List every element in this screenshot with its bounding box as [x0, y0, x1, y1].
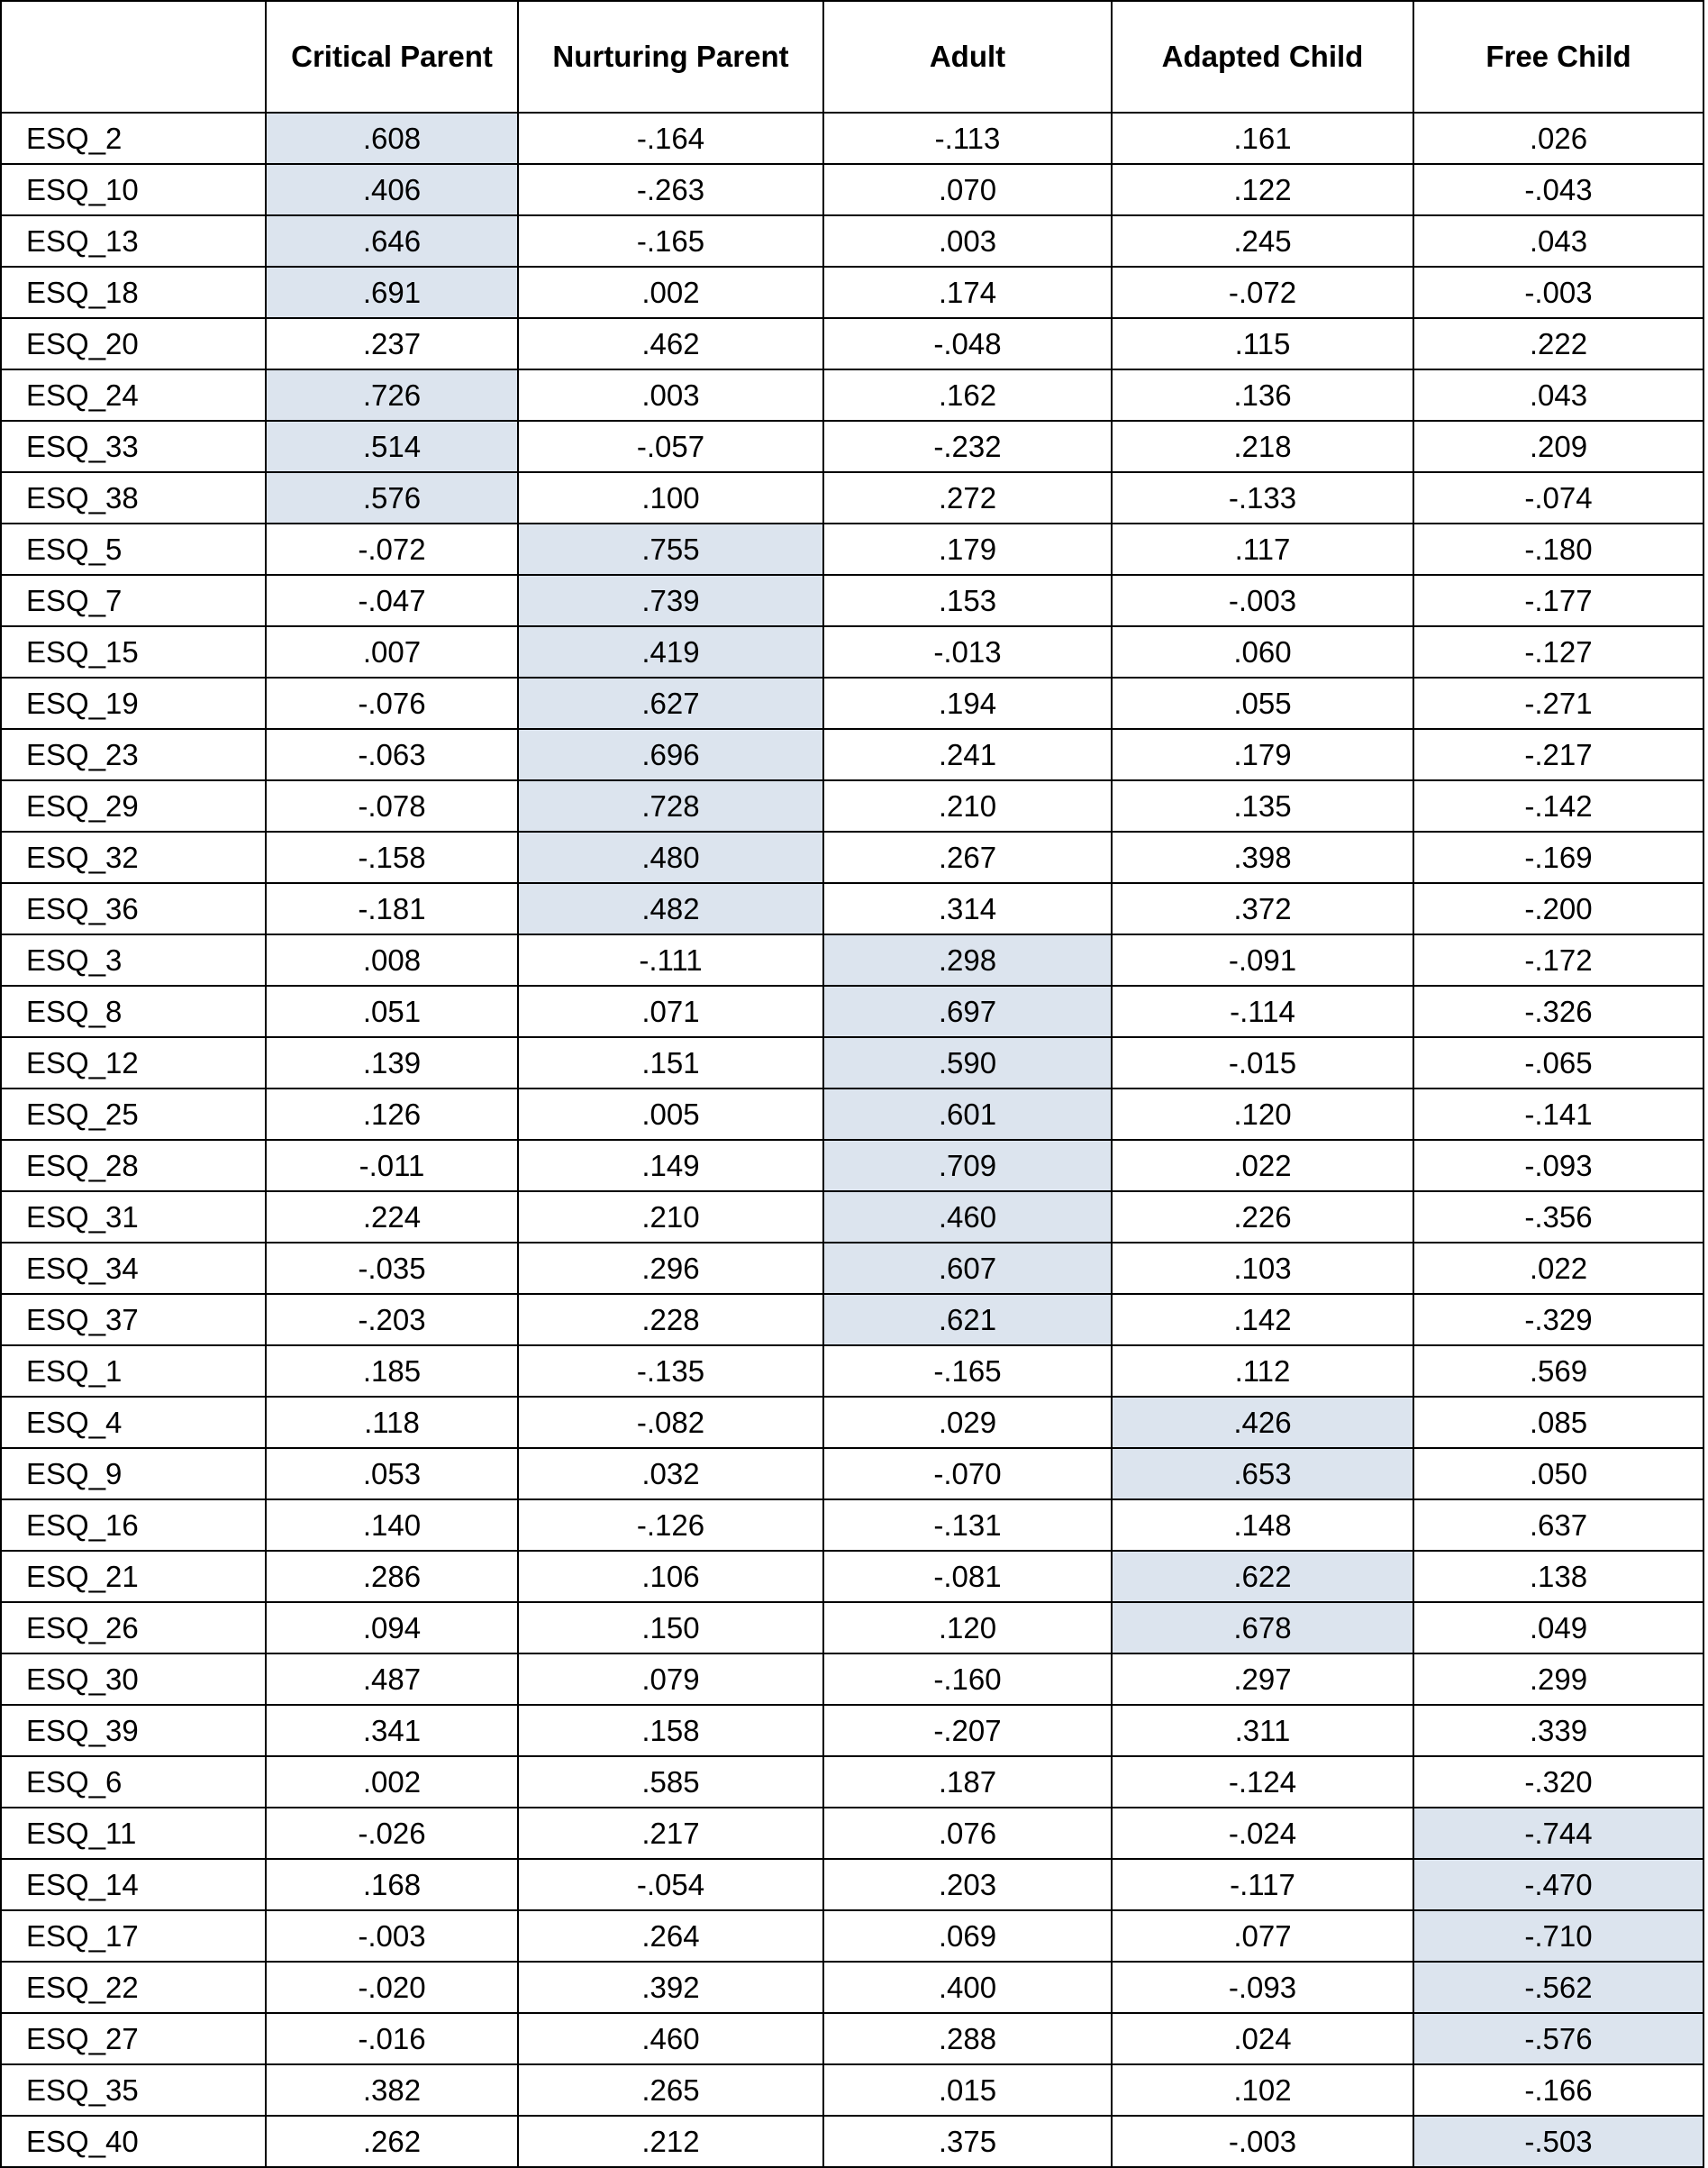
table-row	[1, 1243, 1703, 1294]
loading-cell: -.166	[1413, 2064, 1703, 2116]
loading-cell: .118	[266, 1397, 518, 1448]
loading-cell: .419	[518, 626, 823, 678]
table-row	[1, 1448, 1703, 1499]
row-label: ESQ_18	[1, 267, 266, 318]
loading-cell: .607	[823, 1243, 1112, 1294]
table-row	[1, 832, 1703, 883]
loading-cell: -.016	[266, 2013, 518, 2064]
loading-cell: .079	[518, 1653, 823, 1705]
loading-cell: .022	[1112, 1140, 1413, 1191]
row-label: ESQ_5	[1, 524, 266, 575]
loading-cell: -.072	[1112, 267, 1413, 318]
loading-cell: .158	[518, 1705, 823, 1756]
loading-cell: .288	[823, 2013, 1112, 2064]
header-row	[1, 1, 1703, 113]
loading-cell: .726	[266, 369, 518, 421]
table-body	[1, 113, 1703, 2167]
loading-cell: -.576	[1413, 2013, 1703, 2064]
loading-cell: .585	[518, 1756, 823, 1808]
loading-cell: -.744	[1413, 1808, 1703, 1859]
loading-cell: .203	[823, 1859, 1112, 1910]
loading-cell: .085	[1413, 1397, 1703, 1448]
row-label: ESQ_10	[1, 164, 266, 215]
header-cell-critical-parent: Critical Parent	[266, 1, 518, 113]
loading-cell: .179	[823, 524, 1112, 575]
loading-cell: -.232	[823, 421, 1112, 472]
loading-cell: .149	[518, 1140, 823, 1191]
row-label: ESQ_13	[1, 215, 266, 267]
loading-cell: .241	[823, 729, 1112, 780]
row-label: ESQ_24	[1, 369, 266, 421]
loading-cell: -.091	[1112, 934, 1413, 986]
table-row	[1, 1499, 1703, 1551]
table-row	[1, 729, 1703, 780]
loading-cell: .382	[266, 2064, 518, 2116]
loading-cell: .653	[1112, 1448, 1413, 1499]
row-label: ESQ_29	[1, 780, 266, 832]
loading-cell: -.180	[1413, 524, 1703, 575]
loading-cell: .002	[266, 1756, 518, 1808]
loading-cell: .462	[518, 318, 823, 369]
loading-cell: -.078	[266, 780, 518, 832]
table-row	[1, 215, 1703, 267]
loading-cell: .174	[823, 267, 1112, 318]
loading-cell: .179	[1112, 729, 1413, 780]
loading-cell: .755	[518, 524, 823, 575]
table-row	[1, 678, 1703, 729]
loading-cell: -.326	[1413, 986, 1703, 1037]
row-label: ESQ_14	[1, 1859, 266, 1910]
loading-cell: -.164	[518, 113, 823, 164]
header-cell-adapted-child: Adapted Child	[1112, 1, 1413, 113]
loading-cell: .076	[823, 1808, 1112, 1859]
loading-cell: -.320	[1413, 1756, 1703, 1808]
loading-cell: -.263	[518, 164, 823, 215]
loading-cell: -.141	[1413, 1089, 1703, 1140]
table-row	[1, 2116, 1703, 2167]
loading-cell: .008	[266, 934, 518, 986]
loading-cell: .267	[823, 832, 1112, 883]
loading-cell: -.207	[823, 1705, 1112, 1756]
loading-cell: -.169	[1413, 832, 1703, 883]
loading-cell: -.015	[1112, 1037, 1413, 1089]
loading-cell: .053	[266, 1448, 518, 1499]
loading-cell: -.043	[1413, 164, 1703, 215]
loading-cell: .590	[823, 1037, 1112, 1089]
loading-cell: .070	[823, 164, 1112, 215]
table-row	[1, 1191, 1703, 1243]
loading-cell: .217	[518, 1808, 823, 1859]
loading-cell: -.020	[266, 1962, 518, 2013]
loading-cell: .398	[1112, 832, 1413, 883]
loading-cell: -.026	[266, 1808, 518, 1859]
row-label: ESQ_3	[1, 934, 266, 986]
loading-cell: .043	[1413, 215, 1703, 267]
loading-cell: .142	[1112, 1294, 1413, 1345]
loading-cell: -.081	[823, 1551, 1112, 1602]
loading-cell: .622	[1112, 1551, 1413, 1602]
row-label: ESQ_6	[1, 1756, 266, 1808]
loading-cell: .400	[823, 1962, 1112, 2013]
loading-cell: .112	[1112, 1345, 1413, 1397]
loading-cell: -.160	[823, 1653, 1112, 1705]
loading-cell: .029	[823, 1397, 1112, 1448]
loading-cell: .120	[1112, 1089, 1413, 1140]
table-row	[1, 1859, 1703, 1910]
loading-cell: .272	[823, 472, 1112, 524]
loading-cell: .514	[266, 421, 518, 472]
row-label: ESQ_7	[1, 575, 266, 626]
loading-cell: .026	[1413, 113, 1703, 164]
loading-cell: .055	[1112, 678, 1413, 729]
row-label: ESQ_38	[1, 472, 266, 524]
row-label: ESQ_1	[1, 1345, 266, 1397]
loading-cell: -.065	[1413, 1037, 1703, 1089]
row-label: ESQ_21	[1, 1551, 266, 1602]
header-cell-adult: Adult	[823, 1, 1112, 113]
table-row	[1, 2013, 1703, 2064]
loading-cell: -.329	[1413, 1294, 1703, 1345]
loading-cell: .627	[518, 678, 823, 729]
loading-cell: .210	[823, 780, 1112, 832]
loading-cell: -.093	[1413, 1140, 1703, 1191]
loading-cell: -.131	[823, 1499, 1112, 1551]
loading-cell: .007	[266, 626, 518, 678]
loading-cell: .375	[823, 2116, 1112, 2167]
loading-cell: -.003	[1413, 267, 1703, 318]
loading-cell: -.181	[266, 883, 518, 934]
row-label: ESQ_35	[1, 2064, 266, 2116]
loading-cell: -.127	[1413, 626, 1703, 678]
loading-cell: .148	[1112, 1499, 1413, 1551]
row-label: ESQ_26	[1, 1602, 266, 1653]
loading-cell: -.013	[823, 626, 1112, 678]
loading-cell: .135	[1112, 780, 1413, 832]
loading-cell: -.111	[518, 934, 823, 986]
loading-cell: .003	[823, 215, 1112, 267]
loading-cell: .297	[1112, 1653, 1413, 1705]
row-label: ESQ_30	[1, 1653, 266, 1705]
loading-cell: .106	[518, 1551, 823, 1602]
loading-cell: .187	[823, 1756, 1112, 1808]
loading-cell: .094	[266, 1602, 518, 1653]
loading-cell: -.003	[1112, 575, 1413, 626]
loading-cell: .005	[518, 1089, 823, 1140]
loading-cell: .122	[1112, 164, 1413, 215]
table-row	[1, 1294, 1703, 1345]
loading-cell: -.048	[823, 318, 1112, 369]
loading-cell: .060	[1112, 626, 1413, 678]
table-row	[1, 1808, 1703, 1859]
loading-cell: .621	[823, 1294, 1112, 1345]
loading-cell: -.054	[518, 1859, 823, 1910]
table-row	[1, 164, 1703, 215]
table-row	[1, 626, 1703, 678]
loading-cell: .071	[518, 986, 823, 1037]
loading-cell: .728	[518, 780, 823, 832]
row-label: ESQ_22	[1, 1962, 266, 2013]
loading-cell: .372	[1112, 883, 1413, 934]
loading-cell: -.003	[266, 1910, 518, 1962]
loading-cell: -.063	[266, 729, 518, 780]
table-row	[1, 267, 1703, 318]
table-row	[1, 1397, 1703, 1448]
loading-cell: .051	[266, 986, 518, 1037]
loading-cell: .226	[1112, 1191, 1413, 1243]
loading-cell: .608	[266, 113, 518, 164]
loading-cell: .117	[1112, 524, 1413, 575]
loading-cell: .406	[266, 164, 518, 215]
loading-cell: .460	[518, 2013, 823, 2064]
table-row	[1, 1602, 1703, 1653]
table-row	[1, 883, 1703, 934]
loading-cell: .228	[518, 1294, 823, 1345]
table-row	[1, 780, 1703, 832]
table-row	[1, 472, 1703, 524]
loading-cell: .709	[823, 1140, 1112, 1191]
loading-cell: -.172	[1413, 934, 1703, 986]
loading-cell: .002	[518, 267, 823, 318]
loading-cell: -.470	[1413, 1859, 1703, 1910]
table-row	[1, 575, 1703, 626]
loading-cell: -.133	[1112, 472, 1413, 524]
loading-cell: .138	[1413, 1551, 1703, 1602]
table-row	[1, 369, 1703, 421]
loading-cell: .194	[823, 678, 1112, 729]
row-label: ESQ_20	[1, 318, 266, 369]
loading-cell: .136	[1112, 369, 1413, 421]
loading-cell: -.503	[1413, 2116, 1703, 2167]
row-label: ESQ_8	[1, 986, 266, 1037]
loading-cell: .161	[1112, 113, 1413, 164]
loading-cell: .696	[518, 729, 823, 780]
table-row	[1, 1756, 1703, 1808]
loading-cell: .637	[1413, 1499, 1703, 1551]
row-label: ESQ_25	[1, 1089, 266, 1140]
loading-cell: .487	[266, 1653, 518, 1705]
loading-cell: -.114	[1112, 986, 1413, 1037]
loading-cell: .299	[1413, 1653, 1703, 1705]
loading-cell: .341	[266, 1705, 518, 1756]
row-label: ESQ_36	[1, 883, 266, 934]
loading-cell: -.003	[1112, 2116, 1413, 2167]
loading-cell: .678	[1112, 1602, 1413, 1653]
loading-cell: -.165	[823, 1345, 1112, 1397]
row-label: ESQ_37	[1, 1294, 266, 1345]
loading-cell: -.158	[266, 832, 518, 883]
loading-cell: .222	[1413, 318, 1703, 369]
loading-cell: .576	[266, 472, 518, 524]
loading-cell: .003	[518, 369, 823, 421]
table-row	[1, 1140, 1703, 1191]
loading-cell: .646	[266, 215, 518, 267]
row-label: ESQ_39	[1, 1705, 266, 1756]
loading-cell: -.562	[1413, 1962, 1703, 2013]
row-label: ESQ_12	[1, 1037, 266, 1089]
loading-cell: -.093	[1112, 1962, 1413, 2013]
loading-cell: .162	[823, 369, 1112, 421]
loading-cell: .245	[1112, 215, 1413, 267]
loading-cell: .426	[1112, 1397, 1413, 1448]
loading-cell: -.177	[1413, 575, 1703, 626]
loading-cell: .150	[518, 1602, 823, 1653]
loading-cell: .102	[1112, 2064, 1413, 2116]
loading-cell: .224	[266, 1191, 518, 1243]
loading-cell: -.142	[1413, 780, 1703, 832]
table-row	[1, 1910, 1703, 1962]
loading-cell: .480	[518, 832, 823, 883]
loading-cell: .022	[1413, 1243, 1703, 1294]
loading-cell: -.203	[266, 1294, 518, 1345]
loading-cell: .739	[518, 575, 823, 626]
loading-cell: .460	[823, 1191, 1112, 1243]
loading-cell: -.126	[518, 1499, 823, 1551]
loading-cell: .168	[266, 1859, 518, 1910]
loading-cell: .314	[823, 883, 1112, 934]
loading-cell: .262	[266, 2116, 518, 2167]
loading-cell: .601	[823, 1089, 1112, 1140]
loading-cell: .569	[1413, 1345, 1703, 1397]
table-row	[1, 421, 1703, 472]
table-row	[1, 934, 1703, 986]
row-label: ESQ_33	[1, 421, 266, 472]
row-label: ESQ_17	[1, 1910, 266, 1962]
row-label: ESQ_16	[1, 1499, 266, 1551]
table-row	[1, 318, 1703, 369]
loading-cell: .392	[518, 1962, 823, 2013]
loading-cell: .237	[266, 318, 518, 369]
row-label: ESQ_31	[1, 1191, 266, 1243]
loading-cell: .077	[1112, 1910, 1413, 1962]
row-label: ESQ_34	[1, 1243, 266, 1294]
loading-cell: -.135	[518, 1345, 823, 1397]
loading-cell: .069	[823, 1910, 1112, 1962]
table-row	[1, 1345, 1703, 1397]
table-row	[1, 1653, 1703, 1705]
loading-cell: -.057	[518, 421, 823, 472]
loading-cell: .049	[1413, 1602, 1703, 1653]
table-row	[1, 1705, 1703, 1756]
table-row	[1, 1962, 1703, 2013]
loading-cell: -.074	[1413, 472, 1703, 524]
loading-cell: -.076	[266, 678, 518, 729]
loading-cell: .218	[1112, 421, 1413, 472]
table-row	[1, 524, 1703, 575]
loading-cell: -.271	[1413, 678, 1703, 729]
loading-cell: -.035	[266, 1243, 518, 1294]
table-row	[1, 113, 1703, 164]
table-row	[1, 1551, 1703, 1602]
loading-cell: .697	[823, 986, 1112, 1037]
loading-cell: .024	[1112, 2013, 1413, 2064]
loading-cell: .103	[1112, 1243, 1413, 1294]
row-label: ESQ_27	[1, 2013, 266, 2064]
row-label: ESQ_23	[1, 729, 266, 780]
loading-cell: .265	[518, 2064, 823, 2116]
loading-cell: -.072	[266, 524, 518, 575]
loading-cell: .050	[1413, 1448, 1703, 1499]
loading-cell: .691	[266, 267, 518, 318]
loading-cell: .043	[1413, 369, 1703, 421]
loading-cell: -.117	[1112, 1859, 1413, 1910]
loading-cell: .126	[266, 1089, 518, 1140]
loading-cell: .153	[823, 575, 1112, 626]
loading-cell: -.113	[823, 113, 1112, 164]
loading-cell: -.200	[1413, 883, 1703, 934]
loading-cell: .151	[518, 1037, 823, 1089]
loading-cell: -.047	[266, 575, 518, 626]
header-cell-free-child: Free Child	[1413, 1, 1703, 113]
loading-cell: -.165	[518, 215, 823, 267]
loading-cell: .185	[266, 1345, 518, 1397]
header-cell-empty	[1, 1, 266, 113]
loading-cell: -.356	[1413, 1191, 1703, 1243]
loading-cell: .115	[1112, 318, 1413, 369]
row-label: ESQ_9	[1, 1448, 266, 1499]
loading-cell: .212	[518, 2116, 823, 2167]
loading-cell: .032	[518, 1448, 823, 1499]
loading-cell: .209	[1413, 421, 1703, 472]
loading-cell: .482	[518, 883, 823, 934]
row-label: ESQ_32	[1, 832, 266, 883]
loading-cell: .139	[266, 1037, 518, 1089]
loading-cell: -.124	[1112, 1756, 1413, 1808]
header-cell-nurturing-parent: Nurturing Parent	[518, 1, 823, 113]
loading-cell: .296	[518, 1243, 823, 1294]
loading-cell: -.217	[1413, 729, 1703, 780]
row-label: ESQ_28	[1, 1140, 266, 1191]
table-row	[1, 986, 1703, 1037]
loading-cell: .264	[518, 1910, 823, 1962]
row-label: ESQ_11	[1, 1808, 266, 1859]
row-label: ESQ_19	[1, 678, 266, 729]
loading-cell: .210	[518, 1191, 823, 1243]
loading-cell: .339	[1413, 1705, 1703, 1756]
row-label: ESQ_15	[1, 626, 266, 678]
loading-cell: -.710	[1413, 1910, 1703, 1962]
loading-cell: .120	[823, 1602, 1112, 1653]
table-row	[1, 1037, 1703, 1089]
loading-cell: .286	[266, 1551, 518, 1602]
loading-cell: -.082	[518, 1397, 823, 1448]
loading-cell: -.070	[823, 1448, 1112, 1499]
loading-cell: .140	[266, 1499, 518, 1551]
table-row	[1, 1089, 1703, 1140]
row-label: ESQ_2	[1, 113, 266, 164]
row-label: ESQ_40	[1, 2116, 266, 2167]
loading-cell: .298	[823, 934, 1112, 986]
loading-cell: .015	[823, 2064, 1112, 2116]
loading-cell: .100	[518, 472, 823, 524]
loading-cell: -.024	[1112, 1808, 1413, 1859]
row-label: ESQ_4	[1, 1397, 266, 1448]
table-row	[1, 2064, 1703, 2116]
loading-cell: -.011	[266, 1140, 518, 1191]
loading-cell: .311	[1112, 1705, 1413, 1756]
